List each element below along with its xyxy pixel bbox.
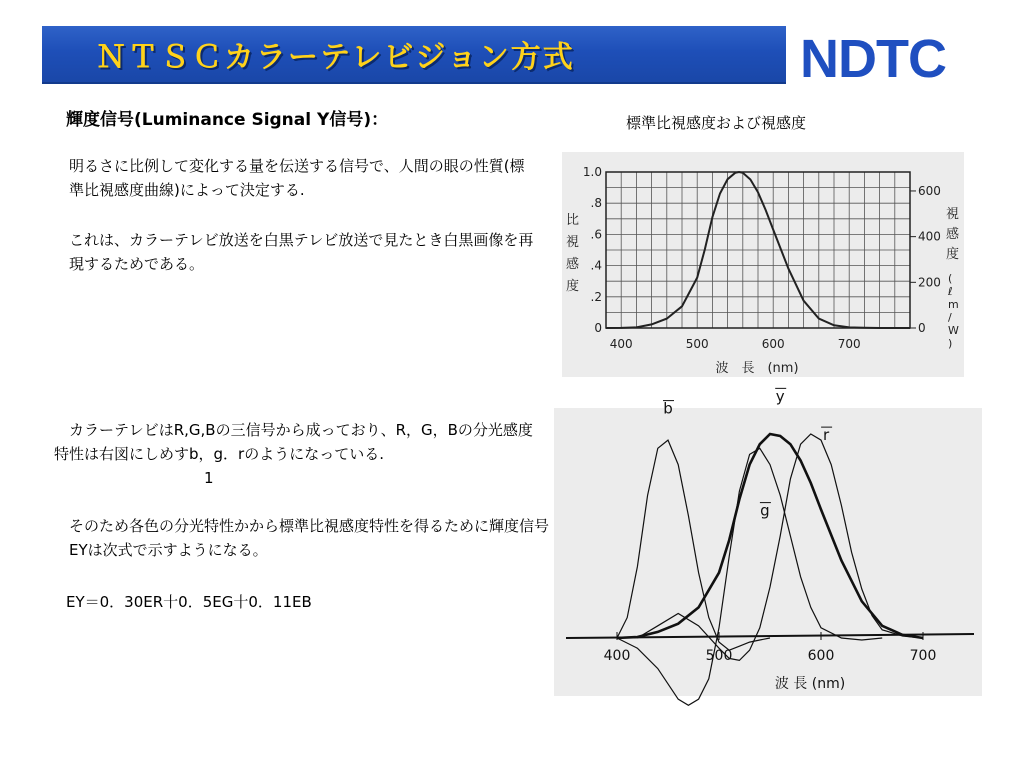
- y-tick-label-left: .2: [590, 289, 602, 304]
- section-heading: 輝度信号(Luminance Signal Y信号)：: [66, 110, 389, 130]
- y-tick-label-left: .6: [590, 227, 602, 242]
- curve-g: [617, 448, 882, 705]
- footnote-number: 1: [204, 469, 214, 487]
- x-tick-label: 600: [761, 337, 785, 351]
- ndtc-logo: NDTC: [800, 29, 946, 89]
- curve-r: [637, 434, 923, 660]
- x-tick-label: 500: [685, 337, 709, 351]
- luminosity-chart: [562, 152, 964, 377]
- x-tick-label: 400: [603, 648, 631, 664]
- y-tick-label-right: 400: [918, 229, 941, 244]
- paragraph-rgb-text: カラーテレビはR,G,Bの三信号から成っており、R，G，Bの分光感度特性は右図にしめすb，g．rのようになっている.: [54, 421, 533, 463]
- curve-label: b: [663, 399, 673, 418]
- paragraph-spectral: そのため各色の分光特性かから標準比視感度特性を得るために輝度信号EYは次式で示すようになる。: [69, 517, 550, 559]
- luminosity-chart-svg: [562, 152, 964, 377]
- y-tick-label-right: 600: [918, 183, 941, 198]
- y-axis-label-right: 視感度: [946, 207, 960, 262]
- curve-label: r: [823, 426, 830, 445]
- x-tick-label: 600: [807, 648, 835, 664]
- y-tick-label-right: 0: [918, 321, 926, 335]
- rgb-sensitivity-chart: [554, 387, 982, 696]
- x-axis-label: 波 長 (nm): [774, 676, 846, 692]
- y-tick-label-left: 1.0: [582, 165, 602, 179]
- curve-label: g: [760, 501, 770, 520]
- x-tick-label: 700: [909, 648, 937, 664]
- luminance-equation: EY＝0．30ER十0．5EG十0．11EB: [66, 593, 312, 611]
- y-tick-label-left: .8: [590, 196, 602, 211]
- x-axis-label: 波 長 (nm): [715, 361, 799, 376]
- y-axis-label-left: 比視感度: [566, 213, 580, 294]
- rgb-sensitivity-chart-svg: [554, 387, 982, 696]
- x-tick-label: 500: [705, 648, 733, 664]
- y-tick-label-left: .4: [590, 258, 602, 273]
- paragraph-luminance-definition: 明るさに比例して変化する量を伝送する信号で、人間の眼の性質(標準比視感度曲線)によって決定する.: [69, 157, 525, 199]
- title-bar: [42, 26, 786, 84]
- y-tick-label-left: 0: [594, 321, 602, 335]
- x-tick-label: 700: [837, 337, 861, 351]
- curve-label: y: [775, 387, 785, 406]
- page-title: ＮＴＳＣカラーテレビジョン方式: [96, 40, 575, 75]
- x-tick-label: 400: [609, 337, 633, 351]
- y-axis-unit-right: ( ℓ m / W ): [948, 272, 959, 350]
- paragraph-compatibility: これは、カラーテレビ放送を白黒テレビ放送で見たとき白黒画像を再現するためである。: [69, 231, 534, 273]
- y-tick-label-right: 200: [918, 275, 941, 290]
- chart-caption: 標準比視感度および視感度: [626, 114, 807, 132]
- chart-grid: [606, 172, 910, 328]
- paragraph-rgb: [54, 418, 534, 490]
